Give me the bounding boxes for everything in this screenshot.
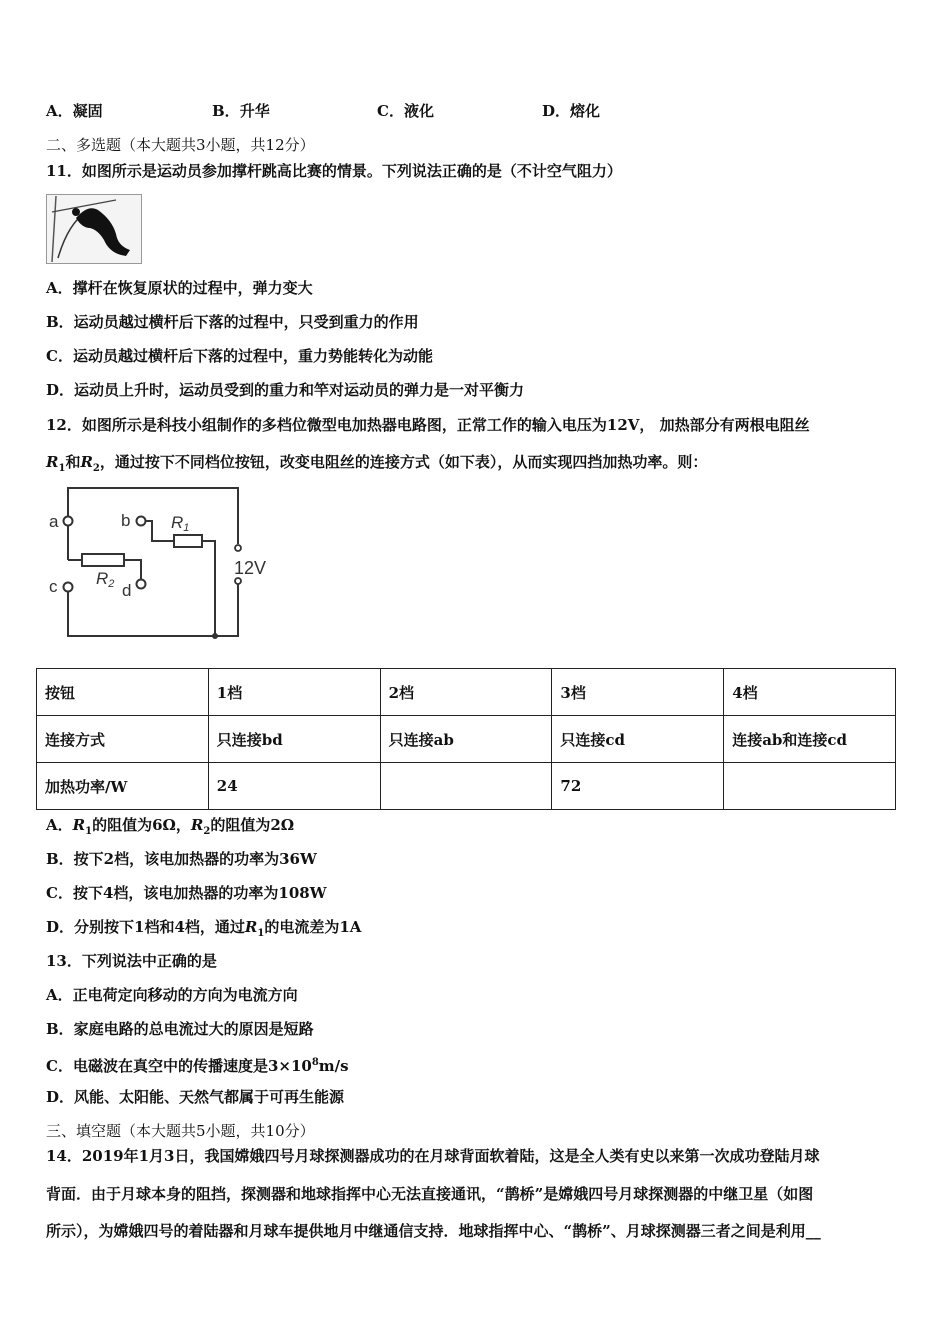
q11-stem: 11．如图所示是运动员参加撑杆跳高比赛的情景。下列说法正确的是（不计空气阻力） [46,162,622,180]
q12-stem-line2: $R_1$和$R_2$，通过按下不同档位按钮，改变电阻丝的连接方式（如下表），从而实现四挡加热功率。则： [46,453,708,474]
terminal-b [137,517,146,526]
table-row [37,716,896,763]
q10-option-d: D．熔化 [542,102,601,120]
q14-line3: 所示），为嫦娥四号的着陆器和月球车提供地月中继通信支持．地球指挥中心、“鹊桥”、月球探测器三者之间是利用__ [46,1222,821,1240]
circuit-diagram [44,484,284,644]
power-table [36,668,896,810]
section3-title: 三、填空题（本大题共5小题，共10分） [46,1122,315,1140]
table-cell: 1档 [208,669,380,716]
section2-title: 二、多选题（本大题共3小题，共12分） [46,136,315,154]
table-cell: 按钮 [37,669,209,716]
terminal-c [64,583,73,592]
q12-option-c: C．按下4档，该电加热器的功率为108W [46,884,327,902]
q14-line1: 14．2019年1月3日，我国嫦娥四号月球探测器成功的在月球背面软着陆，这是全人类有史以来第一次成功登陆月球 [46,1147,820,1165]
label-r1: R1 [171,513,190,534]
table-cell: 加热功率/W [37,763,209,810]
q12-option-a: A．$R_1$的阻值为6Ω，$R_2$的阻值为2Ω [46,816,295,837]
q13-stem: 13．下列说法中正确的是 [46,952,217,970]
label-d: d [122,581,132,600]
table-cell [380,763,552,810]
label-a: a [49,512,59,531]
label-r2: R2 [96,569,115,590]
table-cell: 只连接cd [552,716,724,763]
table-cell: 4档 [724,669,896,716]
q11-option-c: C．运动员越过横杆后下落的过程中，重力势能转化为动能 [46,347,433,365]
label-c: c [49,577,58,596]
table-cell: 72 [552,763,724,810]
q11-option-d: D．运动员上升时，运动员受到的重力和竿对运动员的弹力是一对平衡力 [46,381,525,399]
terminal-d [137,580,146,589]
table-cell: 2档 [380,669,552,716]
table-row [37,669,896,716]
q13-option-d: D．风能、太阳能、天然气都属于可再生能源 [46,1088,345,1106]
q10-option-b: B．升华 [212,102,270,120]
q12-option-b: B．按下2档，该电加热器的功率为36W [46,850,317,868]
q10-option-c: C．液化 [377,102,434,120]
table-cell: 连接方式 [37,716,209,763]
q13-option-a: A．正电荷定向移动的方向为电流方向 [46,986,298,1004]
table-cell: 只连接bd [208,716,380,763]
q11-option-b: B．运动员越过横杆后下落的过程中，只受到重力的作用 [46,313,419,331]
q13-option-b: B．家庭电路的总电流过大的原因是短路 [46,1020,314,1038]
r2-resistor [82,554,124,566]
table-cell: 3档 [552,669,724,716]
label-b: b [121,511,131,530]
q11-option-a: A．撑杆在恢复原状的过程中，弹力变大 [46,279,313,297]
pole-vault-image [46,194,142,264]
q14-line2: 背面．由于月球本身的阻挡，探测器和地球指挥中心无法直接通讯，“鹊桥”是嫦娥四号月球探测器的中继卫星（如图 [46,1185,814,1203]
r1-resistor [174,535,202,547]
table-row [37,763,896,810]
q12-stem-line1: 12．如图所示是科技小组制作的多档位微型电加热器电路图，正常工作的输入电压为12V， 加热部分有两根电阻丝 [46,416,810,434]
q10-option-a: A．凝固 [46,102,103,120]
label-voltage: 12V [234,558,267,578]
q12-option-d: D．分别按下1档和4档，通过$R_1$的电流差为1A [46,918,362,939]
terminal-a [64,517,73,526]
table-cell [724,763,896,810]
table-cell: 只连接ab [380,716,552,763]
table-cell: 24 [208,763,380,810]
q13-option-c: C．电磁波在真空中的传播速度是$3\times 10^8m/s$ [46,1057,349,1075]
table-cell: 连接ab和连接cd [724,716,896,763]
